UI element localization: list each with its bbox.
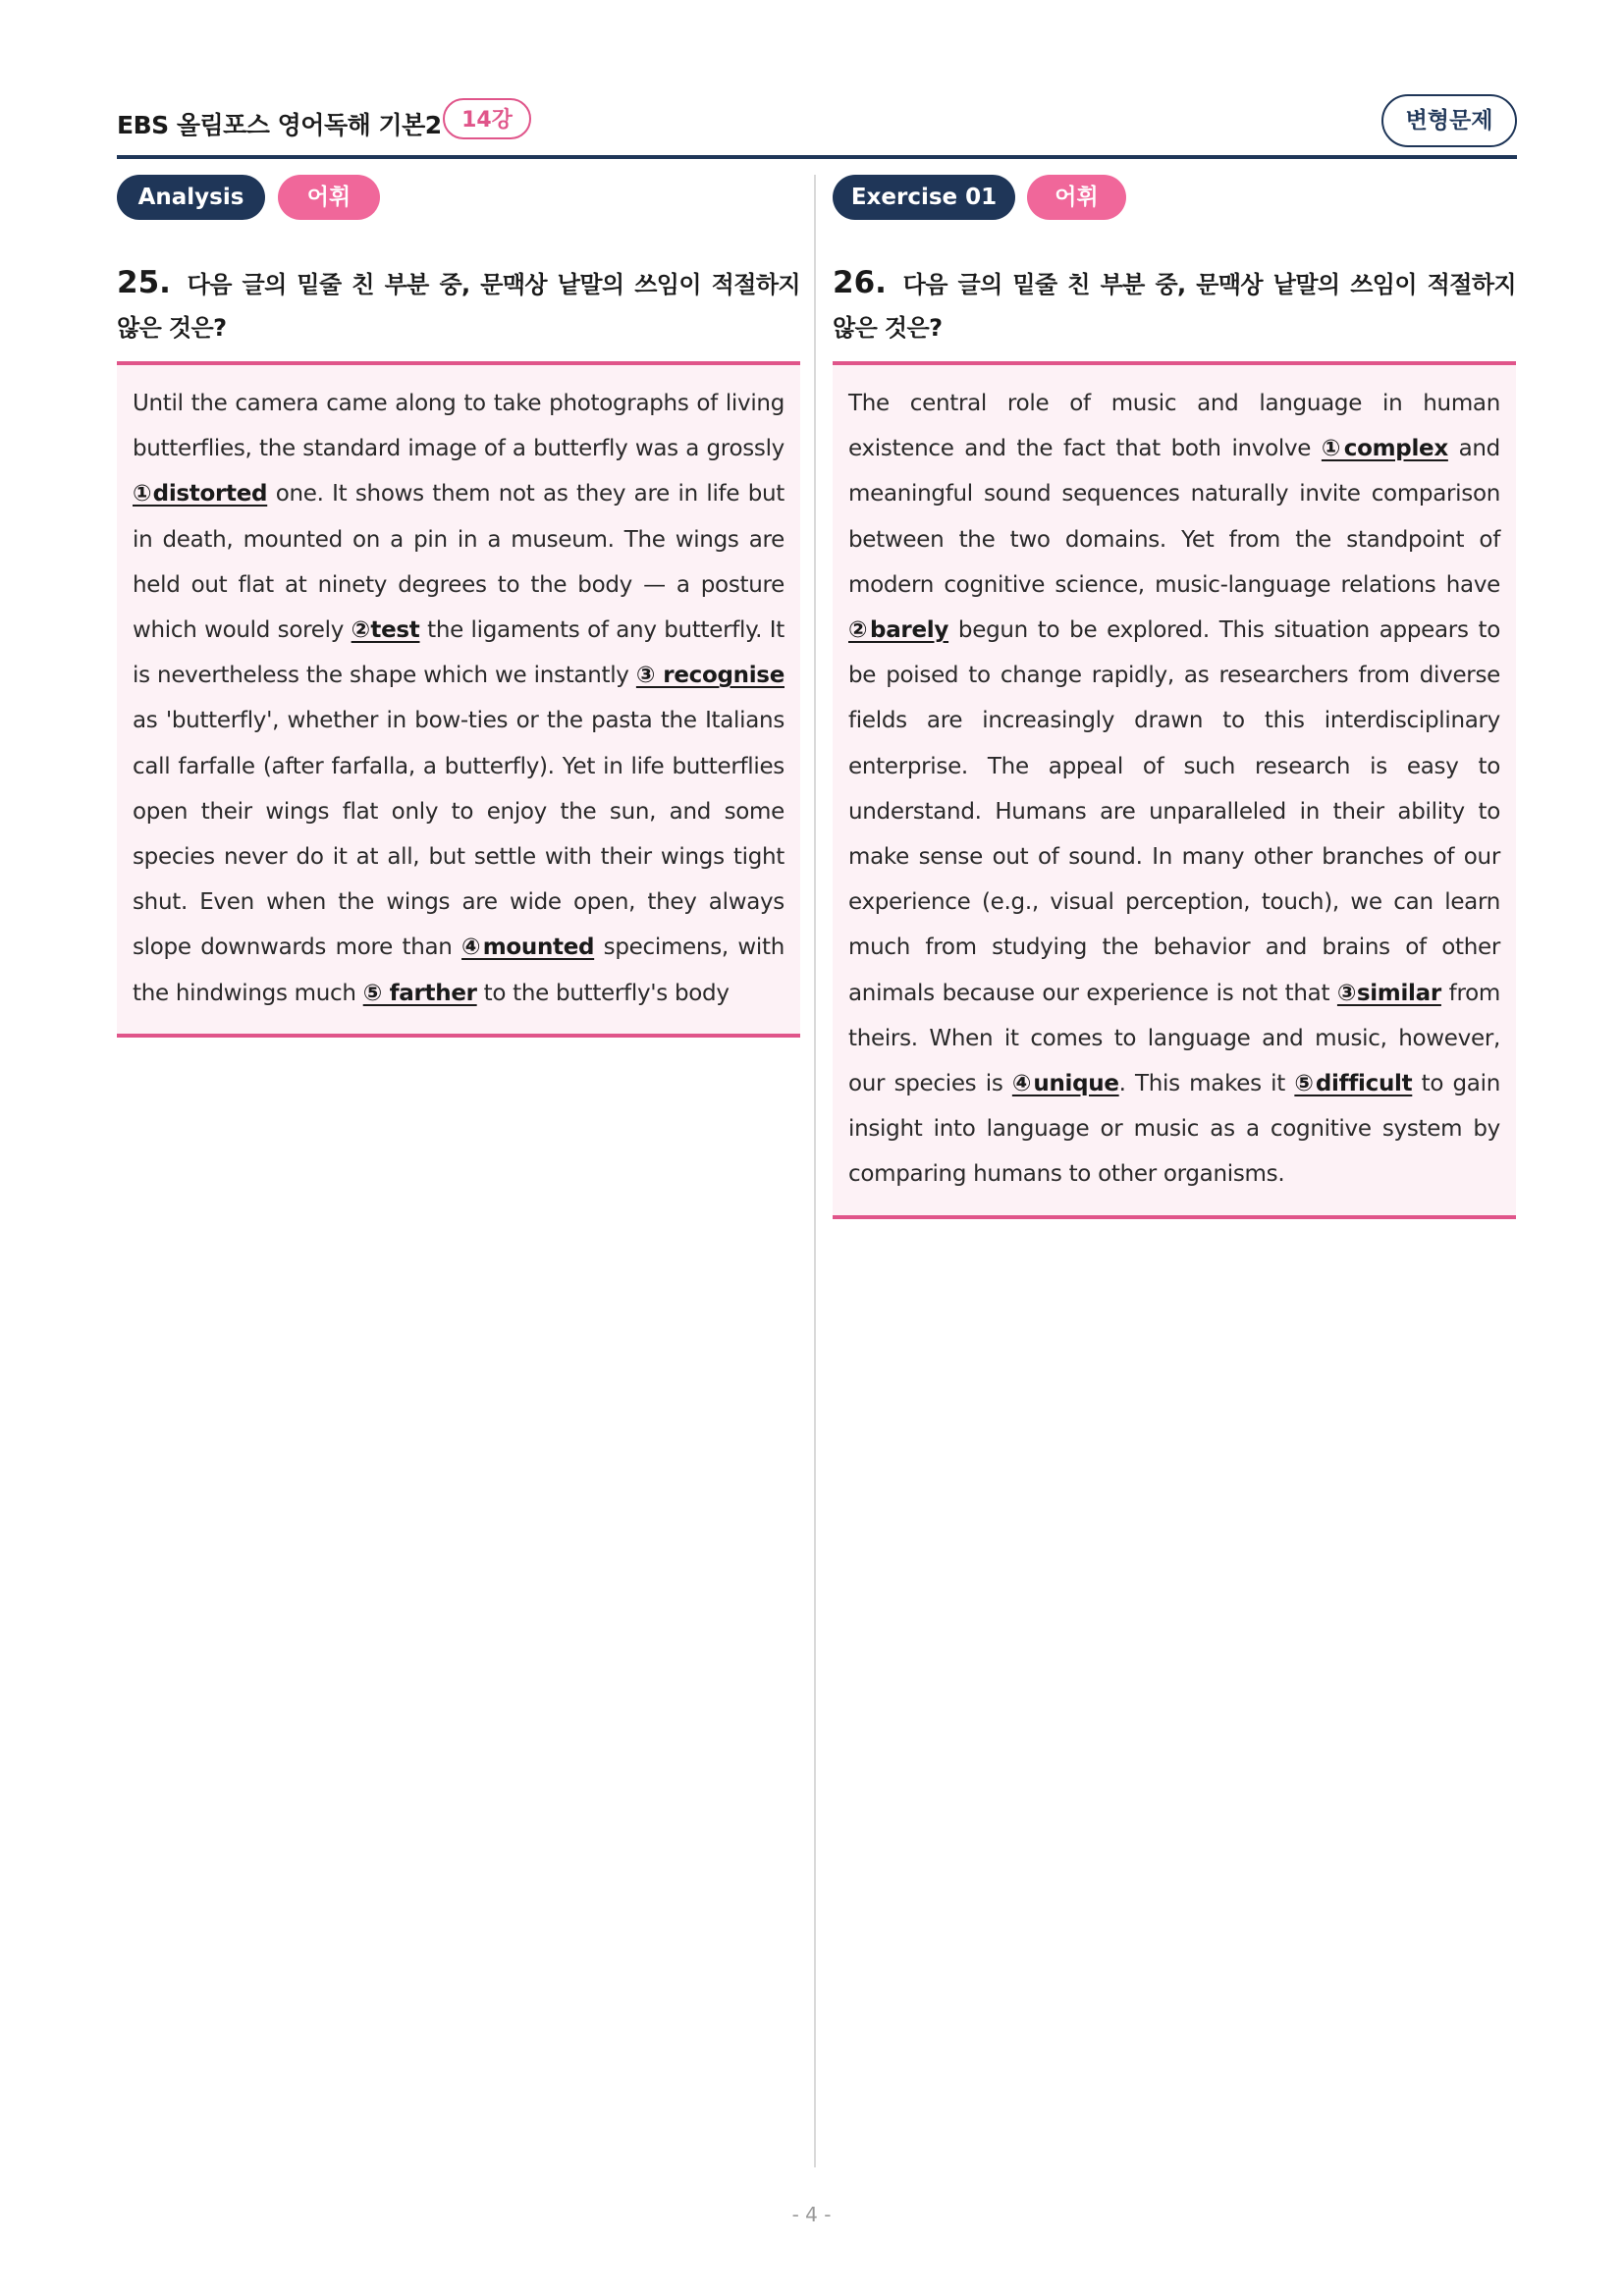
passage-text [133,381,784,1016]
passage-segment: one. It shows them not as they are in life but in death, mounted on a pin in a museum. The wings are held out flat at ninety degrees to the body — a posture which would sorely [133,481,785,644]
lesson-badge: 14강 [443,98,531,139]
page-number: - 4 - [791,2203,832,2226]
passage-segment: from theirs. When it comes to language and music, however, our species is [848,980,1500,1097]
question-prompt [117,261,800,349]
column-divider [814,175,816,2167]
passage-segment: the ligaments of any butterfly. It is nevertheless the shape which we instantly [133,617,784,689]
variant-badge: 변형문제 [1381,94,1517,147]
passage-segment: and meaningful sound sequences naturally invite comparison between the two domains. Yet from the standpoint of modern cognitive science, music-language relations have [848,436,1500,598]
passage-segment: as 'butterfly', whether in bow-ties or the pasta the Italians call farfalle (after farfalla, a butterfly). Yet in life butterflies open their wings flat only to enjoy the sun, and some species never do it at all, but settle with their wings tight shut. Even when the wings are wide open, they always slope downwards more than [133,708,784,961]
section-tag: Analysis [117,175,265,220]
underlined-choice: ①distorted [133,481,268,507]
question-number: 26. [833,265,887,300]
section-tag: Exercise 01 [833,175,1015,220]
underlined-choice: ③similar [1336,980,1441,1006]
passage-box [833,361,1516,1219]
passage-segment: specimens, with the hindwings much [133,934,784,1006]
underlined-choice: ③ recognise [635,663,784,689]
question-text: 다음 글의 밑줄 친 부분 중, 문맥상 낱말의 쓰임이 적절하지 않은 것은? [117,271,800,342]
question-number: 25. [117,265,171,300]
underlined-choice: ④unique [1011,1071,1119,1097]
category-tag: 어휘 [1027,175,1126,220]
tag-row [833,175,1516,222]
passage-segment: to gain insight into language or music as a cognitive system by comparing humans to other organisms. [848,1071,1500,1188]
underlined-choice: ④mounted [461,934,595,961]
question-text: 다음 글의 밑줄 친 부분 중, 문맥상 낱말의 쓰임이 적절하지 않은 것은? [833,271,1516,342]
passage-box [117,361,800,1038]
underlined-choice: ①complex [1321,436,1448,462]
header-rule [117,155,1517,159]
passage-text [848,381,1500,1198]
underlined-choice: ②barely [848,617,949,644]
underlined-choice: ⑤ farther [362,980,477,1006]
book-title: EBS 올림포스 영어독해 기본2 [117,111,442,139]
tag-row [117,175,800,222]
passage-segment: The central role of music and language in human existence and the fact that both involve [848,391,1500,462]
question-prompt [833,261,1516,349]
underlined-choice: ②test [351,617,420,644]
category-tag: 어휘 [278,175,380,220]
passage-segment: to the butterfly's body [476,980,730,1006]
passage-segment: . This makes it [1118,1071,1295,1097]
passage-segment: begun to be explored. This situation appears to be poised to change rapidly, as researchers from diverse fields are increasingly drawn to this interdisciplinary enterprise. The appeal of such research is easy to understand. Humans are unparalleled in their ability to make sense out of sound. In many other branches of our experience (e.g., visual perception, touch), we can learn much from studying the behavior and brains of other animals because our experience is not that [848,617,1500,1006]
left-column [117,175,800,1038]
passage-segment: Until the camera came along to take photographs of living butterflies, the standard image of a butterfly was a grossly [133,391,784,462]
underlined-choice: ⑤difficult [1294,1071,1413,1097]
page-header [117,94,1517,159]
right-column [833,175,1516,1219]
